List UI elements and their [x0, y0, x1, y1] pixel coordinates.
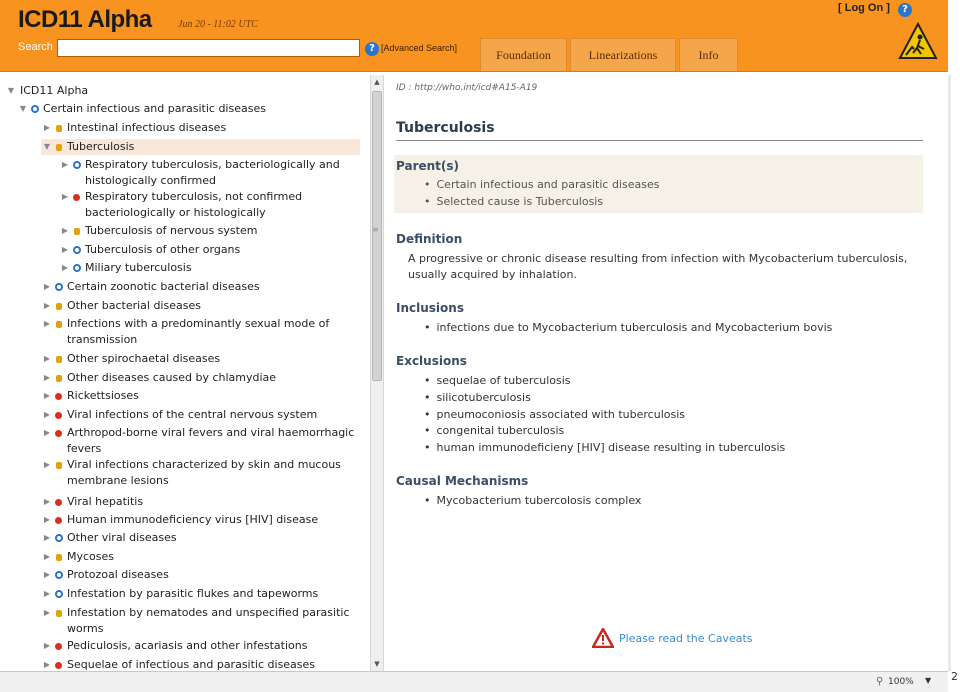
status-dot-red-icon: [53, 407, 64, 423]
scroll-thumb[interactable]: [372, 91, 382, 381]
tree-node[interactable]: [59, 260, 360, 276]
status-dot-blue-icon: [71, 157, 82, 173]
tree-node-label[interactable]: Arthropod-borne viral fevers and viral haemorrhagic fevers: [67, 426, 355, 455]
status-dot-yellow-icon: [53, 316, 64, 332]
tree-scrollbar[interactable]: [370, 75, 384, 671]
exclusion-item: • congenital tuberculosis: [434, 423, 785, 440]
scroll-down-arrow-icon[interactable]: ▼: [374, 660, 380, 668]
search-label: Search: [18, 41, 53, 53]
tree-node-label[interactable]: Human immunodeficiency virus [HIV] disease: [67, 513, 319, 526]
tree-node[interactable]: [41, 586, 360, 602]
status-dot-red-icon: [71, 189, 82, 205]
exclusion-item: • pneumoconiosis associated with tuberculosis: [434, 407, 785, 424]
tree-node-label[interactable]: Sequelae of infectious and parasitic diseases: [67, 658, 316, 671]
status-dot-blue-icon: [53, 530, 64, 546]
tree-node[interactable]: [41, 139, 360, 155]
tree-node[interactable]: [41, 567, 360, 583]
causal-mechanisms-heading: Causal Mechanisms: [396, 474, 529, 488]
scroll-up-arrow-icon[interactable]: ▲: [374, 78, 380, 86]
warning-triangle-icon: [592, 628, 614, 648]
status-dot-red-icon: [53, 388, 64, 404]
collapse-arrow-icon[interactable]: ▶: [61, 263, 69, 272]
tree-node-label[interactable]: Intestinal infectious diseases: [67, 121, 227, 134]
collapse-arrow-icon[interactable]: ▶: [61, 192, 69, 201]
collapse-arrow-icon[interactable]: ▶: [43, 373, 51, 382]
tree-node[interactable]: [41, 530, 360, 546]
tree-node-label[interactable]: Rickettsioses: [67, 389, 139, 402]
app-title: ICD11 Alpha: [18, 6, 152, 33]
exclusion-item: • sequelae of tuberculosis: [434, 373, 785, 390]
tab-info[interactable]: Info: [679, 38, 738, 71]
expand-arrow-icon[interactable]: ▼: [43, 142, 51, 151]
status-dot-yellow-icon: [53, 370, 64, 386]
tree-node-label[interactable]: Pediculosis, acariasis and other infestations: [67, 639, 308, 652]
collapse-arrow-icon[interactable]: ▶: [43, 660, 51, 669]
status-dot-blue-icon: [71, 260, 82, 276]
collapse-arrow-icon[interactable]: ▶: [43, 354, 51, 363]
definition-text: A progressive or chronic disease resulting from infection with Mycobacterium tuberculosis, usually acquired by inhalation.: [408, 252, 908, 281]
tree-node-label[interactable]: Other spirochaetal diseases: [67, 352, 221, 365]
collapse-arrow-icon[interactable]: ▶: [43, 460, 51, 469]
tree-node-label[interactable]: Infections with a predominantly sexual mode of transmission: [67, 317, 330, 346]
status-dot-yellow-icon: [71, 223, 82, 239]
tree-node-label[interactable]: Protozoal diseases: [67, 568, 169, 581]
tree-node[interactable]: [41, 605, 360, 637]
collapse-arrow-icon[interactable]: ▶: [43, 428, 51, 437]
exclusion-item: • silicotuberculosis: [434, 390, 785, 407]
tree-node[interactable]: [41, 120, 360, 136]
tree-node[interactable]: [41, 388, 360, 404]
tree-node[interactable]: [41, 494, 360, 510]
tree-node-label[interactable]: Viral infections of the central nervous system: [67, 408, 318, 421]
status-dot-yellow-icon: [53, 605, 64, 621]
tree-node[interactable]: [59, 242, 360, 258]
app-header: [0, 0, 948, 72]
tree-node[interactable]: [41, 512, 360, 528]
tree-node-label[interactable]: Respiratory tuberculosis, not confirmed bacteriologically or histologically: [85, 190, 303, 219]
status-dot-blue-icon: [29, 101, 40, 117]
collapse-arrow-icon[interactable]: ▶: [61, 245, 69, 254]
expand-arrow-icon[interactable]: ▼: [7, 86, 15, 95]
help-icon[interactable]: ?: [898, 3, 912, 17]
status-dot-yellow-icon: [53, 120, 64, 136]
exclusion-item: • human immunodeficieny [HIV] disease resulting in tuberculosis: [434, 440, 785, 457]
tree-node[interactable]: [41, 638, 360, 654]
inclusion-item: • infections due to Mycobacterium tuberculosis and Mycobacterium bovis: [434, 320, 832, 337]
caveats-link[interactable]: [592, 628, 753, 648]
help-icon[interactable]: ?: [365, 42, 379, 56]
caveats-text[interactable]: Please read the Caveats: [619, 631, 753, 645]
exclusions-list: [434, 373, 785, 457]
inclusions-heading: Inclusions: [396, 301, 464, 315]
collapse-arrow-icon[interactable]: ▶: [43, 608, 51, 617]
parent-item[interactable]: • Selected cause is Tuberculosis: [434, 194, 659, 211]
exclusions-heading: Exclusions: [396, 354, 467, 368]
parents-heading: Parent(s): [396, 159, 460, 173]
tree-node-label[interactable]: Viral hepatitis: [67, 495, 144, 508]
status-dot-red-icon: [53, 638, 64, 654]
tree-node-label[interactable]: ICD11 Alpha: [20, 84, 89, 97]
tree-node[interactable]: [41, 549, 360, 565]
collapse-arrow-icon[interactable]: ▶: [43, 570, 51, 579]
parent-item[interactable]: • Certain infectious and parasitic diseases: [434, 177, 659, 194]
tree-node-label[interactable]: Certain infectious and parasitic diseases: [43, 102, 266, 115]
status-dot-yellow-icon: [53, 139, 64, 155]
magnifier-icon[interactable]: ⚲: [876, 676, 884, 687]
tree-node-label[interactable]: Miliary tuberculosis: [85, 261, 192, 274]
status-dot-yellow-icon: [53, 549, 64, 565]
collapse-arrow-icon[interactable]: ▶: [43, 282, 51, 291]
tree-node[interactable]: [41, 425, 360, 457]
tree-node[interactable]: [41, 279, 360, 295]
classification-tree: [5, 75, 370, 671]
tree-node[interactable]: [41, 657, 360, 671]
tree-node[interactable]: [41, 298, 360, 314]
collapse-arrow-icon[interactable]: ▶: [43, 552, 51, 561]
collapse-arrow-icon[interactable]: ▶: [43, 641, 51, 650]
collapse-arrow-icon[interactable]: ▶: [43, 301, 51, 310]
causal-mechanisms-list: [434, 493, 641, 510]
tree-node[interactable]: [59, 189, 360, 221]
tree-node[interactable]: [41, 457, 360, 489]
tree-node-label[interactable]: Other viral diseases: [67, 531, 177, 544]
tree-node-label[interactable]: Tuberculosis: [67, 140, 135, 153]
collapse-arrow-icon[interactable]: ▶: [61, 226, 69, 235]
status-dot-yellow-icon: [53, 457, 64, 473]
expand-arrow-icon[interactable]: ▼: [19, 104, 27, 113]
chevron-down-icon[interactable]: ▼: [925, 676, 932, 685]
status-bar: [0, 671, 948, 692]
tree-node-label[interactable]: Certain zoonotic bacterial diseases: [67, 280, 260, 293]
edge-text: 2: [951, 670, 958, 683]
tree-node[interactable]: [59, 223, 360, 239]
status-dot-blue-icon: [53, 279, 64, 295]
splitter-grip-icon[interactable]: ≡: [372, 225, 379, 234]
tab-foundation[interactable]: Foundation: [480, 38, 567, 71]
tree-node[interactable]: [41, 351, 360, 367]
zoom-level[interactable]: 100%: [888, 677, 914, 687]
log-on-link[interactable]: [ Log On ]: [838, 2, 890, 14]
tree-node-label[interactable]: Viral infections characterized by skin and mucous membrane lesions: [67, 458, 341, 487]
advanced-search-link[interactable]: [Advanced Search]: [381, 43, 458, 53]
status-dot-blue-icon: [53, 586, 64, 602]
collapse-arrow-icon[interactable]: ▶: [43, 589, 51, 598]
tree-node-label[interactable]: Other bacterial diseases: [67, 299, 201, 312]
inclusions-list: [434, 320, 832, 337]
parents-list: [434, 177, 659, 211]
construction-worker-icon: [898, 22, 938, 60]
status-dot-red-icon: [53, 512, 64, 528]
tab-linearizations[interactable]: Linearizations: [570, 38, 676, 71]
status-dot-red-icon: [53, 425, 64, 441]
status-dot-blue-icon: [71, 242, 82, 258]
tree-node-label[interactable]: Mycoses: [67, 550, 115, 563]
detail-panel: [386, 75, 948, 671]
detail-scrollbar[interactable]: [948, 75, 951, 671]
collapse-arrow-icon[interactable]: ▶: [43, 123, 51, 132]
tree-node-label[interactable]: Tuberculosis of other organs: [85, 243, 241, 256]
definition-heading: Definition: [396, 232, 463, 246]
tree-node[interactable]: [59, 157, 360, 189]
status-dot-red-icon: [53, 657, 64, 671]
tree-node-label[interactable]: Respiratory tuberculosis, bacteriologically and histologically confirmed: [85, 158, 340, 187]
causal-item: • Mycobacterium tubercolosis complex: [434, 493, 641, 510]
collapse-arrow-icon[interactable]: ▶: [43, 319, 51, 328]
tree-node-label[interactable]: Infestation by parasitic flukes and tapeworms: [67, 587, 319, 600]
status-dot-yellow-icon: [53, 351, 64, 367]
entity-title: Tuberculosis: [396, 120, 923, 141]
collapse-arrow-icon[interactable]: ▶: [43, 515, 51, 524]
tree-node[interactable]: [17, 101, 360, 117]
collapse-arrow-icon[interactable]: ▶: [43, 391, 51, 400]
search-input[interactable]: [57, 39, 360, 57]
collapse-arrow-icon[interactable]: ▶: [43, 497, 51, 506]
tree-node[interactable]: [41, 370, 360, 386]
status-dot-red-icon: [53, 494, 64, 510]
tree-node[interactable]: [41, 316, 360, 348]
tree-node[interactable]: [5, 83, 360, 99]
tree-node-label[interactable]: Other diseases caused by chlamydiae: [67, 371, 277, 384]
collapse-arrow-icon[interactable]: ▶: [43, 410, 51, 419]
entity-id: ID : http://who.int/icd#A15-A19: [396, 83, 538, 93]
collapse-arrow-icon[interactable]: ▶: [61, 160, 69, 169]
status-dot-yellow-icon: [53, 298, 64, 314]
tree-node-label[interactable]: Tuberculosis of nervous system: [85, 224, 258, 237]
timestamp: Jun 20 - 11:02 UTC: [178, 19, 258, 30]
collapse-arrow-icon[interactable]: ▶: [43, 533, 51, 542]
status-dot-blue-icon: [53, 567, 64, 583]
tree-node[interactable]: [41, 407, 360, 423]
tree-node-label[interactable]: Infestation by nematodes and unspecified parasitic worms: [67, 606, 350, 635]
